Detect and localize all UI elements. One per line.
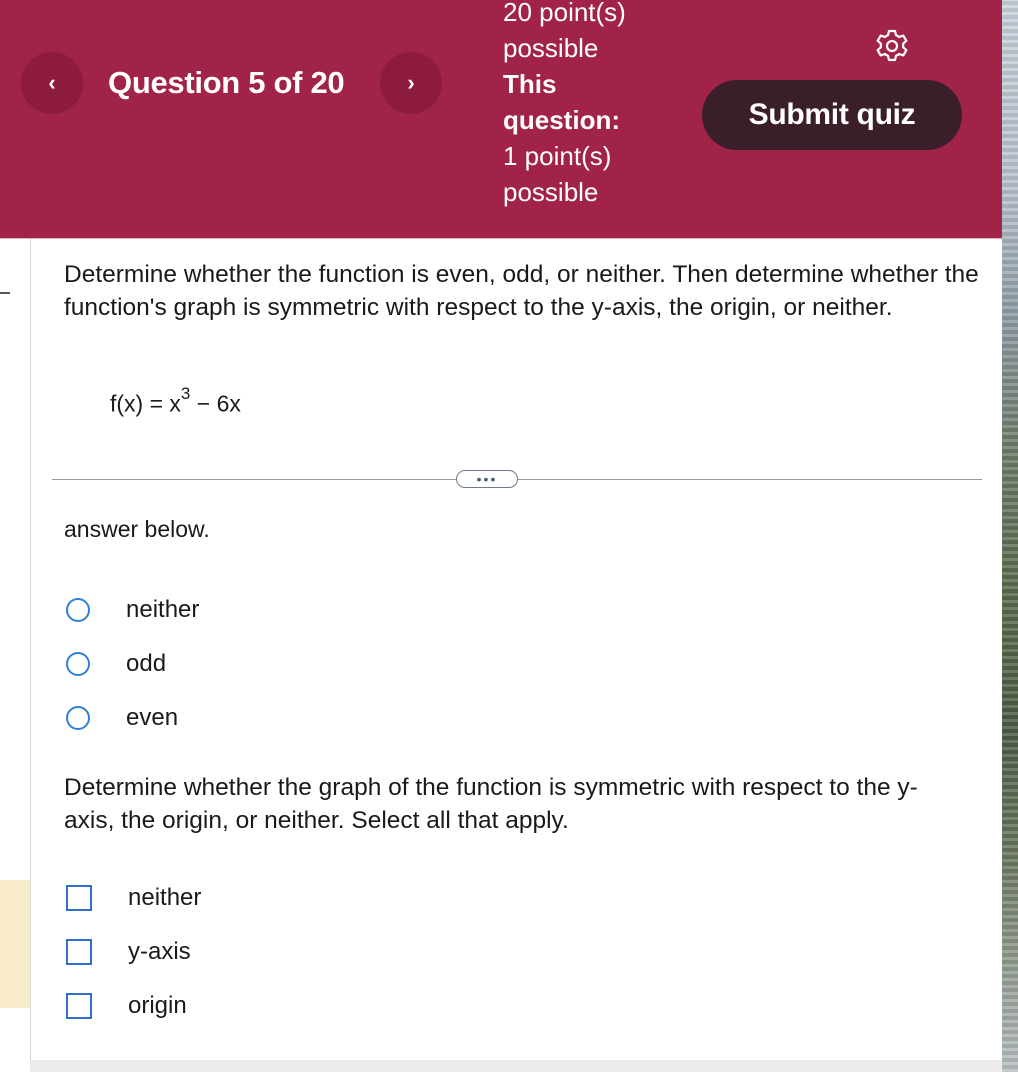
checkbox[interactable] [66,993,92,1019]
checkbox-option-y-axis[interactable] [66,938,191,966]
points-line: possible [503,33,599,63]
formula-exponent: 3 [180,384,191,403]
points-line: 20 point(s) [503,0,626,27]
expand-more-button[interactable] [456,470,518,488]
background-photo-strip [1002,0,1018,1072]
left-panel-highlight [0,880,30,1008]
answer-instruction: answer below. [64,516,210,542]
submit-quiz-button[interactable]: Submit quiz [702,80,962,150]
checkbox[interactable] [66,885,92,911]
option-label: neither [128,884,202,911]
option-label: even [126,704,179,731]
points-line: possible [503,177,599,207]
chevron-left-icon: ‹ [48,70,56,95]
option-label: y-axis [128,938,191,965]
symmetry-prompt: Determine whether the graph of the function is symmetric with respect to the y-axis, the origin, or neither. Select all that apply. [64,774,918,834]
radio-option-neither[interactable] [66,596,199,624]
points-info [503,0,626,210]
previous-question-button[interactable] [21,52,83,114]
radio-option-even[interactable] [66,704,178,732]
radio-button[interactable] [66,598,90,622]
gear-icon[interactable] [874,28,910,64]
next-question-button[interactable] [380,52,442,114]
bottom-scroll-area [30,1060,1002,1072]
option-label: origin [128,992,187,1019]
checkbox-option-origin[interactable] [66,992,187,1020]
radio-button[interactable] [66,706,90,730]
question-counter: Question 5 of 20 [108,65,345,100]
points-line: 1 point(s) [503,141,612,171]
option-label: neither [126,596,200,623]
question-prompt: Determine whether the function is even, odd, or neither. Then determine whether the function's graph is symmetric with respect to the y-axis, the origin, or neither. [64,261,979,321]
checkbox[interactable] [66,939,92,965]
option-label: odd [126,650,167,677]
points-line: This [503,69,557,99]
function-formula [110,384,241,418]
formula-suffix: − 6x [190,390,241,417]
left-panel-marker [0,292,10,294]
points-line: question: [503,105,620,135]
radio-option-odd[interactable] [66,650,166,678]
formula-prefix: f(x) = x [110,390,181,417]
radio-button[interactable] [66,652,90,676]
ellipsis-icon: ••• [476,471,498,487]
quiz-header [0,0,1002,239]
chevron-right-icon: › [407,70,415,95]
checkbox-option-neither[interactable] [66,884,201,912]
